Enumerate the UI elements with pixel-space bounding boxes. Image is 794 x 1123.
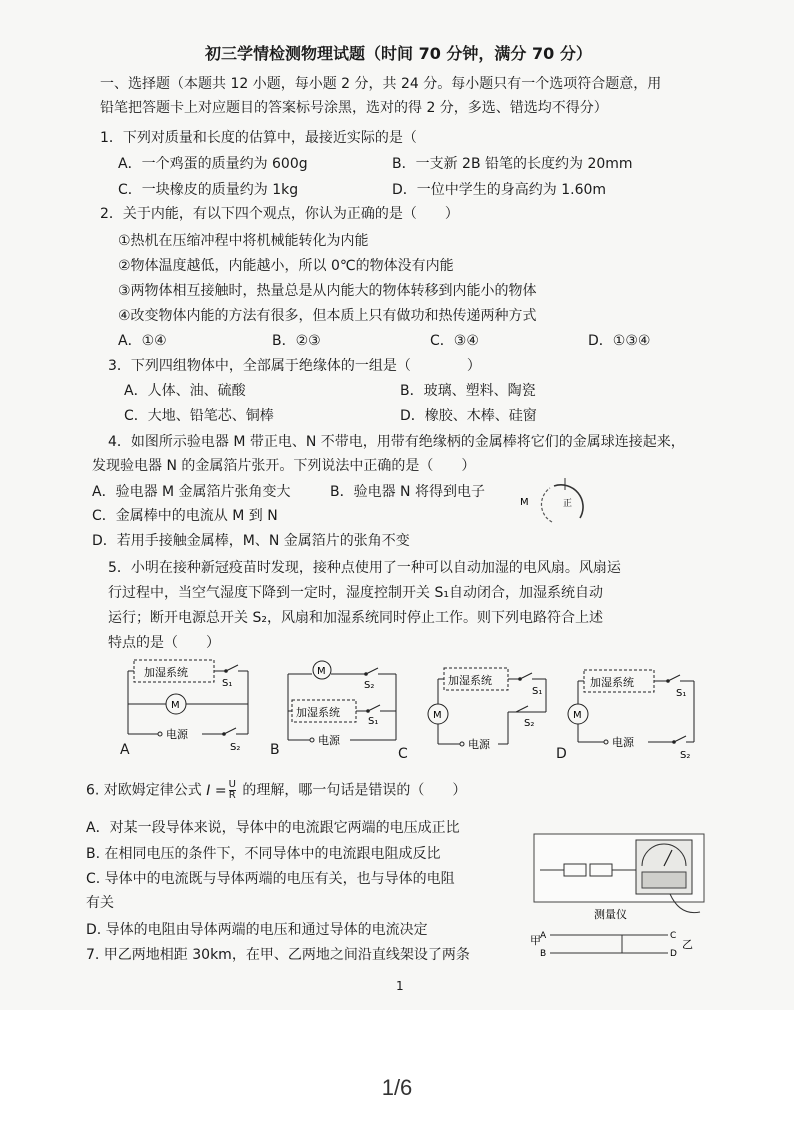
q2-statement-4: ④改变物体内能的方法有很多，但本质上只有做功和热传递两种方式	[118, 308, 537, 324]
measuring-instrument-caption: 测量仪	[594, 908, 627, 921]
svg-text:A: A	[540, 931, 547, 941]
q2-statement-2: ②物体温度越低，内能越小，所以 0℃的物体没有内能	[118, 258, 454, 274]
circuit-diagram-b	[278, 656, 408, 756]
circuit-label-a: A	[120, 742, 130, 758]
svg-text:S₁: S₁	[368, 716, 379, 727]
section1-instructions-line1: 一、选择题（本题共 12 小题，每小题 2 分，共 24 分。每小题只有一个选项符合题意，用	[100, 76, 662, 92]
q5-stem-line2: 行过程中，当空气湿度下降到一定时，湿度控制开关 S₁自动闭合，加湿系统自动	[108, 585, 603, 601]
svg-text:S₂: S₂	[524, 718, 535, 729]
q1-option-b: B．一支新 2B 铅笔的长度约为 20mm	[392, 156, 633, 172]
q2-option-c: C．③④	[430, 333, 479, 349]
svg-text:S₁: S₁	[676, 688, 687, 699]
circuit-label-b: B	[270, 742, 280, 758]
svg-text:M: M	[573, 710, 582, 721]
formula-fraction	[229, 780, 236, 801]
q3-option-c: C．大地、铅笔芯、铜棒	[124, 408, 274, 424]
svg-text:加湿系统: 加湿系统	[296, 706, 340, 719]
q6-option-a: A．对某一段导体来说，导体中的电流跟它两端的电压成正比	[86, 820, 460, 836]
q2-statement-3: ③两物体相互接触时，热量总是从内能大的物体转移到内能小的物体	[118, 283, 537, 299]
q6-stem-before: 6. 对欧姆定律公式	[86, 782, 202, 799]
q4-option-b: B．验电器 N 将得到电子	[330, 484, 485, 500]
svg-text:M: M	[317, 666, 326, 677]
svg-text:电源: 电源	[468, 738, 490, 751]
q6-option-c-line2: 有关	[86, 895, 114, 911]
q1-stem: 1．下列对质量和长度的估算中，最接近实际的是（	[100, 130, 417, 146]
formula-numerator: U	[228, 779, 236, 790]
measuring-instrument-figure	[530, 826, 708, 966]
svg-text:加湿系统: 加湿系统	[144, 666, 188, 679]
q5-stem-line1: 5．小明在接种新冠疫苗时发现，接种点使用了一种可以自动加湿的电风扇。风扇运	[108, 560, 621, 576]
q1-option-a: A．一个鸡蛋的质量约为 600g	[118, 156, 308, 172]
q4-stem-line1: 4．如图所示验电器 M 带正电、N 不带电，用带有绝缘柄的金属棒将它们的金属球连接起来，	[108, 434, 685, 450]
svg-text:S₂: S₂	[680, 750, 691, 761]
q4-option-c: C．金属棒中的电流从 M 到 N	[92, 508, 278, 524]
svg-text:B: B	[540, 949, 547, 959]
q5-stem-line3: 运行；断开电源总开关 S₂，风扇和加湿系统同时停止工作。则下列电路符合上述	[108, 610, 603, 626]
q3-stem: 3．下列四组物体中，全部属于绝缘体的一组是（ ）	[108, 358, 481, 374]
ohms-law-formula	[206, 779, 238, 801]
q2-stem: 2．关于内能，有以下四个观点，你认为正确的是（ ）	[100, 206, 459, 222]
svg-text:S₂: S₂	[230, 742, 241, 753]
q2-statement-1: ①热机在压缩冲程中将机械能转化为内能	[118, 233, 369, 249]
page-number: 1	[396, 979, 404, 993]
q6-stem-after: 的理解，哪一句话是错误的（ ）	[242, 782, 467, 799]
svg-text:加湿系统: 加湿系统	[590, 676, 634, 689]
q3-option-a: A．人体、油、硫酸	[124, 383, 246, 399]
svg-text:S₂: S₂	[364, 680, 375, 691]
location-yi-label: 乙	[682, 938, 693, 951]
svg-text:电源: 电源	[612, 736, 634, 749]
svg-text:电源: 电源	[318, 734, 340, 747]
electroscope-figure	[520, 478, 590, 530]
q6-option-d: D. 导体的电阻由导体两端的电压和通过导体的电流决定	[86, 922, 428, 938]
q1-option-c: C．一块橡皮的质量约为 1kg	[118, 182, 299, 198]
q1-option-d: D．一位中学生的身高约为 1.60m	[392, 182, 607, 198]
q4-option-d: D．若用手接触金属棒，M、N 金属箔片的张角不变	[92, 533, 410, 549]
circuit-diagram-a	[118, 656, 258, 756]
q7-stem-line1: 7. 甲乙两地相距 30km，在甲、乙两地之间沿直线架设了两条	[86, 947, 470, 963]
svg-text:M: M	[171, 700, 180, 711]
svg-text:M: M	[433, 710, 442, 721]
circuit-label-c: C	[398, 746, 408, 762]
q3-option-d: D．橡胶、木棒、硅窗	[400, 408, 537, 424]
q4-stem-line2: 发现验电器 N 的金属箔片张开。下列说法中正确的是（ ）	[92, 458, 476, 474]
electroscope-m-label: M	[520, 497, 529, 508]
svg-text:S₁: S₁	[222, 678, 233, 689]
q5-stem-line4: 特点的是（ ）	[108, 635, 220, 651]
q2-option-b: B．②③	[272, 333, 321, 349]
q6-option-b: B. 在相同电压的条件下，不同导体中的电流跟电阻成反比	[86, 846, 441, 862]
svg-text:C: C	[670, 931, 677, 941]
location-jia-label: 甲	[530, 934, 541, 947]
page-indicator: 1/6	[381, 1075, 413, 1100]
q2-option-a: A．①④	[118, 333, 167, 349]
exam-title: 初三学情检测物理试题（时间 70 分钟，满分 70 分）	[205, 44, 592, 63]
svg-text:S₁: S₁	[532, 686, 543, 697]
electroscope-n-label: 正	[563, 499, 573, 509]
q6-option-c-line1: C. 导体中的电流既与导体两端的电压有关，也与导体的电阻	[86, 871, 455, 887]
circuit-diagram-d	[568, 660, 708, 760]
q3-option-b: B．玻璃、塑料、陶瓷	[400, 383, 536, 399]
q6-stem	[86, 780, 466, 801]
q2-option-d: D．①③④	[588, 333, 651, 349]
formula-denominator: R	[228, 790, 236, 801]
svg-text:加湿系统: 加湿系统	[448, 674, 492, 687]
circuit-label-d: D	[556, 746, 567, 762]
svg-text:电源: 电源	[166, 728, 188, 741]
svg-text:D: D	[670, 949, 677, 959]
section1-instructions-line2: 铅笔把答题卡上对应题目的答案标号涂黑，选对的得 2 分，多选、错选均不得分）	[100, 100, 608, 116]
q4-option-a: A．验电器 M 金属箔片张角变大	[92, 484, 291, 500]
circuit-diagram-c	[428, 660, 558, 760]
formula-lhs: I =	[206, 782, 227, 799]
